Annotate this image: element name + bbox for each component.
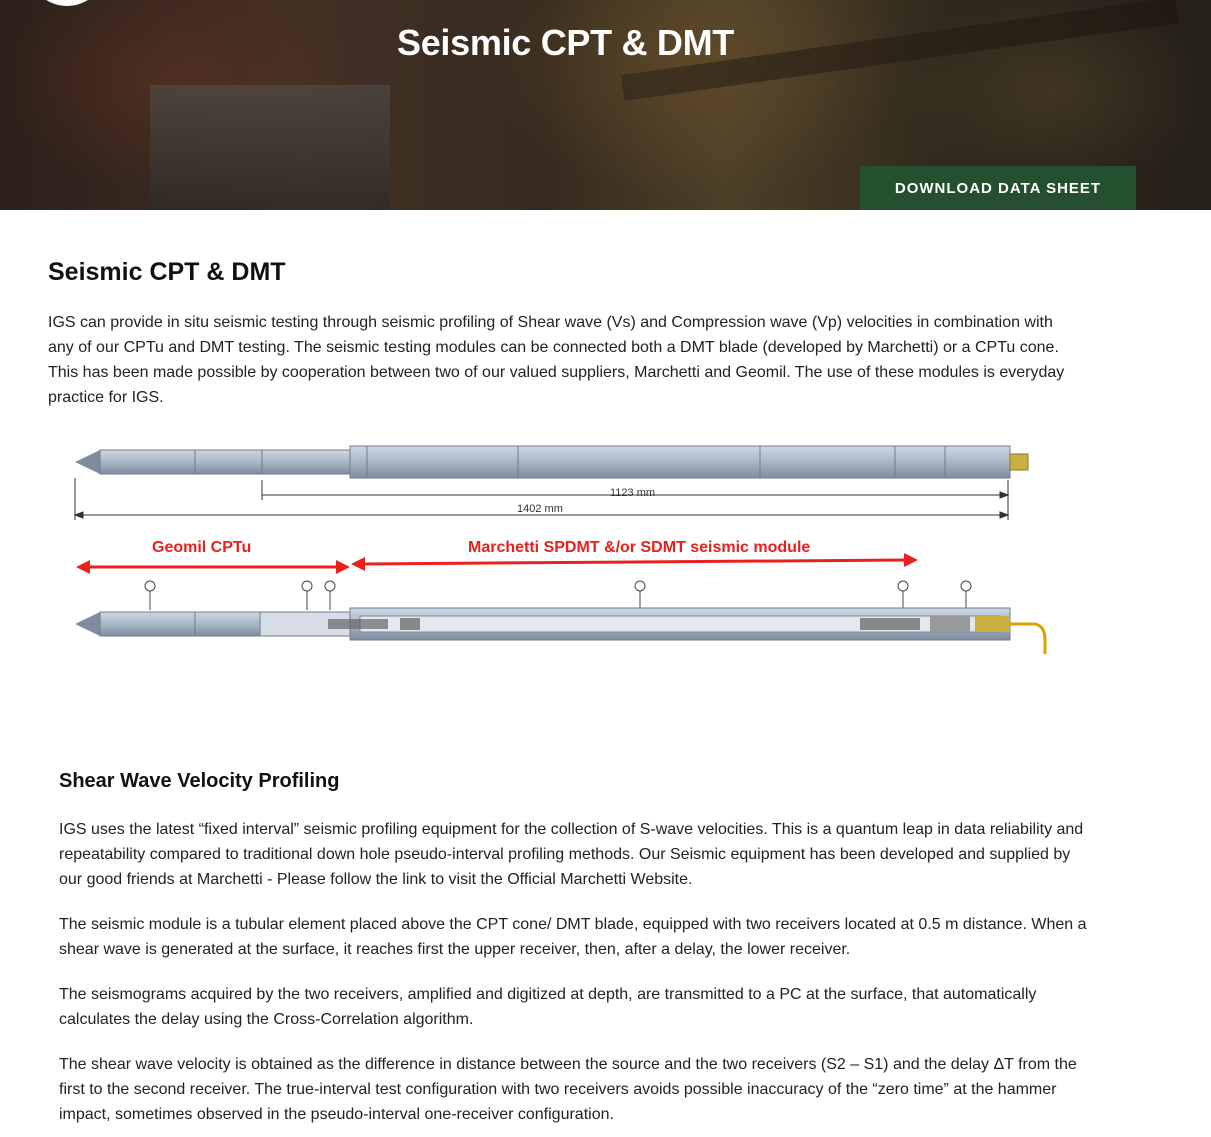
red-arrows <box>76 553 918 574</box>
probe-cutaway <box>75 608 1045 654</box>
page-title: Seismic CPT & DMT <box>397 22 734 63</box>
dimension-1402: 1402 mm <box>517 503 563 515</box>
download-data-sheet-button[interactable]: DOWNLOAD DATA SHEET <box>860 166 1136 210</box>
probe-assembled <box>75 446 1028 478</box>
paragraph-1: IGS uses the latest “fixed interval” seismic profiling equipment for the collection of S-wave velocities. This is a quantum leap in data reliability and repeatability compared to traditional down hole pseudo-interval profiling methods. Our Seismic equipment has been developed and supplied by our good friends at Marchetti - Please follow the link to visit the Official Marchetti Website. <box>59 821 1084 888</box>
paragraph-4: The shear wave velocity is obtained as the difference in distance between the source and the two receivers (S2 – S1) and the delay ΔT from the first to the second receiver. The true-interval test configuration with two receivers avoids possible inaccuracy of the “zero time” at the hammer impact, sometimes observed in the pseudo-interval one-receiver configuration. <box>59 1056 1077 1123</box>
section-title: Seismic CPT & DMT <box>48 258 286 286</box>
dimension-1123: 1123 mm <box>610 487 656 499</box>
intro-paragraph: IGS can provide in situ seismic testing through seismic profiling of Shear wave (Vs) and Compression wave (Vp) velocities in combination with any of our CPTu and DMT testing. The seismic testing modules can be connected both a DMT blade (developed by Marchetti) or a CPTu cone. This has been made possible by cooperation between two of our valued suppliers, Marchetti and Geomil. The use of these modules is everyday practice for IGS. <box>48 314 1065 406</box>
subsection-title: Shear Wave Velocity Profiling <box>59 770 340 792</box>
callout-markers <box>145 581 971 610</box>
label-marchetti-module: Marchetti SPDMT &/or SDMT seismic module <box>468 539 811 556</box>
hero-banner <box>0 0 1211 210</box>
probe-diagram <box>60 440 1060 670</box>
paragraph-3: The seismograms acquired by the two receivers, amplified and digitized at depth, are transmitted to a PC at the surface, that automatically calculates the delay using the Cross-Correlation algorithm. <box>59 986 1037 1028</box>
paragraph-2: The seismic module is a tubular element placed above the CPT cone/ DMT blade, equipped with two receivers located at 0.5 m distance. When a shear wave is generated at the surface, it reaches first the upper receiver, then, after a delay, the lower receiver. <box>59 916 1087 958</box>
label-geomil-cptu: Geomil CPTu <box>152 539 252 556</box>
